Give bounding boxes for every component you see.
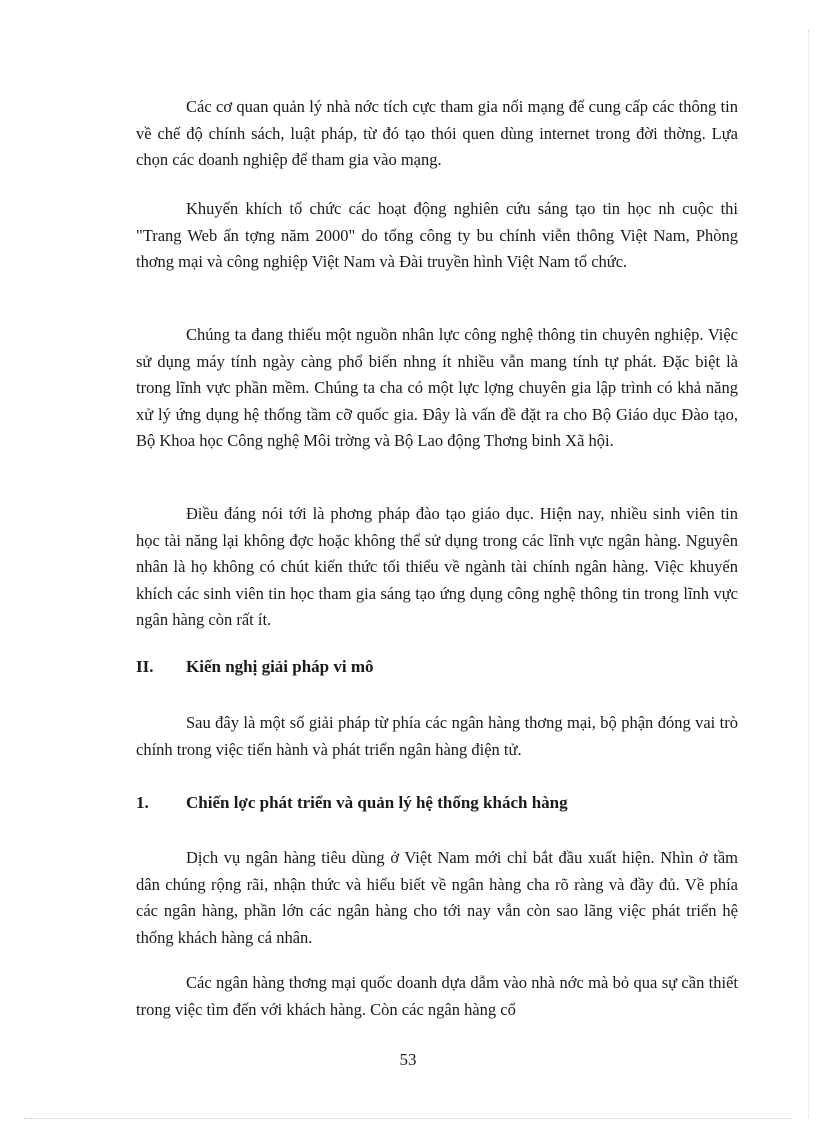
section-heading-1 [136,790,738,816]
margin-divider [808,30,809,1118]
paragraph-state-banks: Các ngân hàng thơng mại quốc doanh dựa dẫm vào nhà nớc mà bỏ qua sự cần thiết trong việc tìm đến với khách hàng. Còn các ngân hàng cổ [136,973,738,1019]
paragraph-solutions-intro: Sau đây là một số giải pháp từ phía các ngân hàng thơng mại, bộ phận đóng vai trò chính trong việc tiến hành và phát triển ngân hàng điện tử. [136,713,738,759]
section-heading-ii [136,654,738,680]
paragraph-training-methods: Điều đáng nói tới là phơng pháp đào tạo giáo dục. Hiện nay, nhiều sinh viên tin học tài năng lại không đợc hoặc không thể sử dụng trong các lĩnh vực ngân hàng. Nguyên nhân là họ không có chút kiến thức tối thiểu về ngành tài chính ngân hàng. Việc khuyến khích các sinh viên tin học tham gia sáng tạo ứng dụng công nghệ thông tin trong lĩnh vực ngân hàng còn rất ít. [136,504,738,630]
section-number: II. [136,657,154,676]
page-number: 53 [399,1050,417,1069]
paragraph-encourage-research: Khuyến khích tổ chức các hoạt động nghiên cứu sáng tạo tin học nh cuộc thi "Trang Web ấn tợng năm 2000" do tổng công ty bu chính viễn thông Việt Nam, Phòng thơng mại và công nghiệp Việt Nam và Đài truyền hình Việt Nam tổ chức. [136,199,738,272]
paragraph-human-resources: Chúng ta đang thiếu một nguồn nhân lực công nghệ thông tin chuyên nghiệp. Việc sử dụng máy tính ngày càng phổ biến nhng ít nhiều vẫn mang tính tự phát. Đặc biệt là trong lĩnh vực phần mềm. Chúng ta cha có một lực lợng chuyên gia lập trình có khả năng xử lý ứng dụng hệ thống tầm cỡ quốc gia. Đây là vấn đề đặt ra cho Bộ Giáo dục Đào tạo, Bộ Khoa học Công nghệ Môi trờng và Bộ Lao động Thơng binh Xã hội. [136,325,738,451]
paragraph-consumer-banking: Dịch vụ ngân hàng tiêu dùng ở Việt Nam mới chỉ bắt đầu xuất hiện. Nhìn ở tầm dân chúng rộng rãi, nhận thức và hiểu biết về ngân hàng cha rõ ràng và đầy đủ. Về phía các ngân hàng, phần lớn các ngân hàng cho tới nay vẫn còn sao lãng việc phát triển hệ thống khách hàng cá nhân. [136,848,738,947]
footer-divider [24,1118,792,1119]
paragraph-government-agencies: Các cơ quan quản lý nhà nớc tích cực tham gia nối mạng để cung cấp các thông tin về chế độ chính sách, luật pháp, từ đó tạo thói quen dùng internet trong đời thờng. Lựa chọn các doanh nghiệp để tham gia vào mạng. [136,97,738,170]
section-number: 1. [136,793,149,812]
section-title: Chiến lợc phát triển và quản lý hệ thống khách hàng [186,793,568,812]
section-title: Kiến nghị giải pháp vi mô [186,657,374,676]
